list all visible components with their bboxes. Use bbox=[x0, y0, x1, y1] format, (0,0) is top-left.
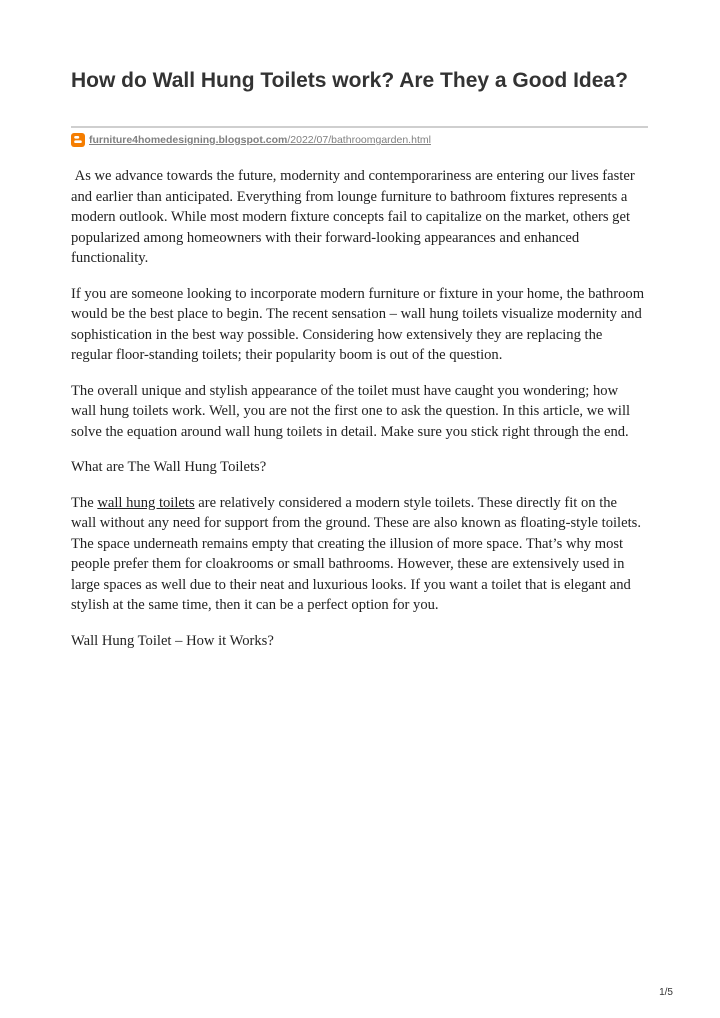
paragraph-definition-lead: The bbox=[71, 494, 98, 511]
article-title: How do Wall Hung Toilets work? Are They a Good Idea? bbox=[71, 69, 628, 92]
section-heading-what-are: What are The Wall Hung Toilets? bbox=[71, 459, 267, 475]
paragraph-definition bbox=[71, 493, 645, 616]
source-domain-link[interactable]: furniture4homedesigning.blogspot.com bbox=[89, 134, 288, 146]
paragraph-definition-rest: are relatively considered a modern style toilets. These directly fit on the wall without any need for support from the ground. These are also known as floating-style toilets. The space underneath remains empty that creating the illusion of more space. That’s why most people prefer them for cloakrooms or small bathrooms. However, these are extensively used in large spaces as well due to their neat and luxurious looks. If you want a toilet that is elegant and stylish at the same time, then it can be a perfect option for you. bbox=[71, 494, 641, 613]
source-path-link[interactable]: /2022/07/bathroomgarden.html bbox=[287, 134, 431, 146]
blogger-icon bbox=[71, 133, 85, 147]
paragraph-stylish: The overall unique and stylish appearance of the toilet must have caught you wondering; how wall hung toilets work. Well, you are not the first one to ask the question. In this article, we will solve the equation around wall hung toilets in detail. Make sure you stick right through the end. bbox=[71, 382, 631, 440]
wall-hung-toilets-link[interactable]: wall hung toilets bbox=[97, 494, 195, 511]
title-divider bbox=[71, 126, 648, 128]
section-heading-how-it-works: Wall Hung Toilet – How it Works? bbox=[71, 632, 274, 649]
article-body bbox=[71, 166, 645, 666]
page-number: 1/5 bbox=[659, 987, 673, 998]
source-line bbox=[71, 132, 431, 148]
paragraph-bathroom: If you are someone looking to incorporate modern furniture or fixture in your home, the bathroom would be the best place to begin. The recent sensation – wall hung toilets visualize modernity and sophistication in the best way possible. Considering how extensively they are replacing the regular floor-standing toilets; their popularity boom is out of the question. bbox=[71, 285, 645, 363]
paragraph-intro: As we advance towards the future, modernity and contemporariness are entering our lives faster and earlier than anticipated. Everything from lounge furniture to bathroom fixtures represents a modern outlook. While most modern fixture concepts fail to capitalize on the market, others get popularized among homeowners with their forward-looking appearances and enhanced functionality. bbox=[71, 168, 639, 266]
